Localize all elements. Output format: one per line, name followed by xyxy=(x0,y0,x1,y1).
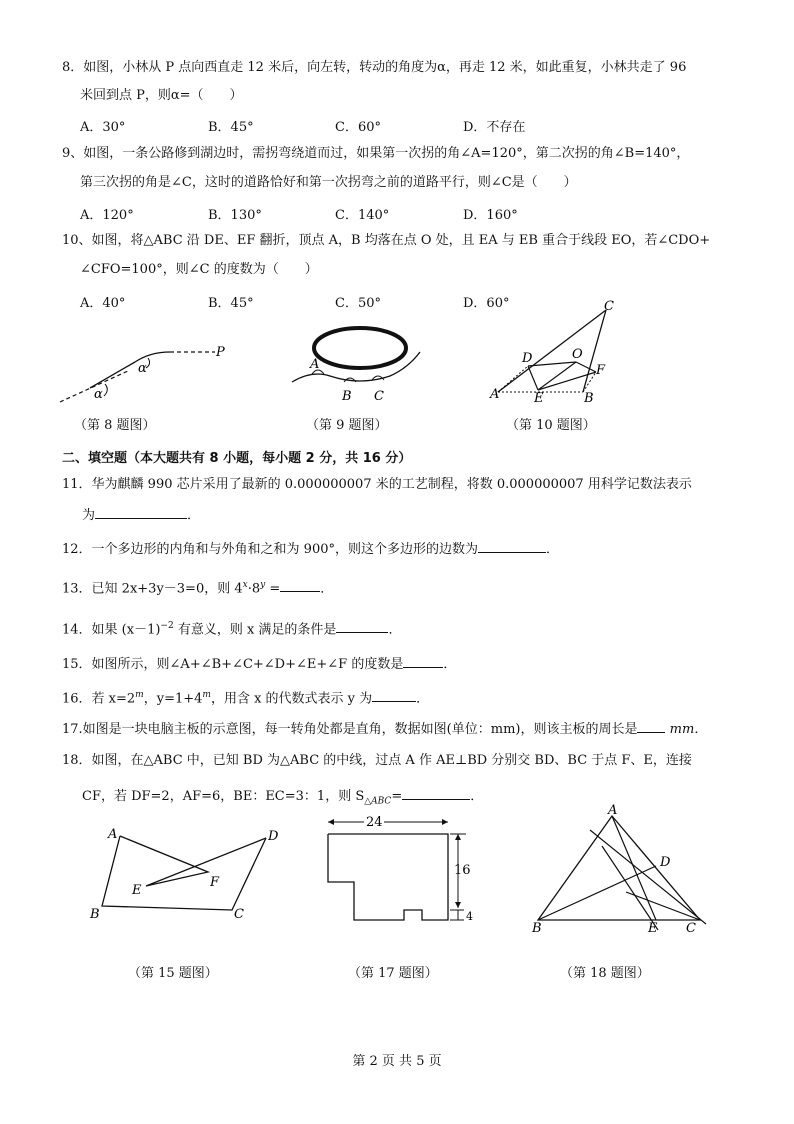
q8-option-c: C．60° xyxy=(335,120,381,135)
q8-line2: 米回到点 P，则α=（ ） xyxy=(80,88,243,103)
q10-option-b: B．45° xyxy=(208,296,254,311)
q9-option-b: B．130° xyxy=(208,208,262,223)
fig18-label-a: A xyxy=(608,803,618,818)
fig17-label-step: 4 xyxy=(466,910,473,923)
q12 xyxy=(62,540,559,558)
figure-9 xyxy=(290,318,430,408)
figure-17 xyxy=(320,812,480,932)
q17 xyxy=(62,720,707,738)
q12-suffix: ． xyxy=(546,542,560,557)
q13 xyxy=(62,577,333,597)
fig8-label-p: P xyxy=(216,345,225,360)
fig10-label-d: D xyxy=(522,351,533,366)
fig9-label-c: C xyxy=(374,389,384,404)
q13-eq: = xyxy=(265,581,281,597)
section-2-header: 二、填空题（本大题共有 8 小题，每小题 2 分，共 16 分） xyxy=(62,451,412,466)
figure-10 xyxy=(488,300,628,405)
q13-mid: ·8 xyxy=(247,581,261,597)
q11-prefix: 为 xyxy=(82,508,96,523)
fig15-label-c: C xyxy=(234,907,244,922)
fig15-label-f: F xyxy=(210,875,220,890)
q16-text: 16．若 x=2 xyxy=(62,691,136,707)
q17-answer-blank[interactable] xyxy=(637,720,665,733)
fig10-label-o: O xyxy=(572,347,583,362)
q15 xyxy=(62,655,456,673)
q14-mid: 有意义，则 x 满足的条件是 xyxy=(173,622,337,638)
fig9-label-a: A xyxy=(310,357,320,372)
fig9-label-b: B xyxy=(342,389,352,404)
q12-answer-blank[interactable] xyxy=(478,540,546,553)
q16-mid: ，y=1+4 xyxy=(143,691,203,707)
q16 xyxy=(62,687,429,707)
q16-exp2: m xyxy=(202,690,211,700)
figure-15 xyxy=(88,820,298,930)
q11-line1: 11．华为麒麟 990 芯片采用了最新的 0.000000007 米的工艺制程，将数 0.000000007 用科学记数法表示 xyxy=(62,477,692,492)
q10-line2: ∠CFO=100°，则∠C 的度数为（ ） xyxy=(80,262,318,277)
q10-line1: 10、如图，将△ABC 沿 DE、EF 翻折，顶点 A，B 均落在点 O 处，且 EA 与 EB 重合于线段 EO，若∠CDO+ xyxy=(62,233,711,248)
q11-answer-blank[interactable] xyxy=(95,506,187,519)
fig17-label-height: 16 xyxy=(454,863,471,878)
q15-answer-blank[interactable] xyxy=(403,655,443,668)
q8-option-a: A．30° xyxy=(80,120,126,135)
q14-exp: −2 xyxy=(160,621,174,631)
q18-answer-blank[interactable] xyxy=(402,787,470,800)
fig10-label-f: F xyxy=(596,363,606,378)
fig18-label-c: C xyxy=(686,921,696,936)
q18-line2 xyxy=(82,787,483,810)
fig8-caption: （第 8 题图） xyxy=(74,418,156,433)
q16-exp1: m xyxy=(135,690,144,700)
fig15-label-b: B xyxy=(90,907,100,922)
figure-18 xyxy=(528,803,718,938)
q18-text: CF，若 DF=2，AF=6，BE：EC=3：1，则 S xyxy=(82,789,365,804)
q13-exp2: y xyxy=(260,580,266,590)
fig17-caption: （第 17 题图） xyxy=(348,966,438,981)
fig18-label-b: B xyxy=(532,921,542,936)
q17-unit: mm． xyxy=(669,722,708,737)
q9-line1: 9、如图，一条公路修到湖边时，需拐弯绕道而过，如果第一次拐的角∠A=120°，第二次拐的角∠B=140°， xyxy=(62,146,690,161)
q15-text: 15．如图所示，则∠A+∠B+∠C+∠D+∠E+∠F 的度数是 xyxy=(62,657,404,672)
fig18-label-e: E xyxy=(648,921,658,936)
q14 xyxy=(62,618,401,638)
fig8-alpha-2: α xyxy=(138,361,147,376)
q9-line2: 第三次拐的角是∠C，这时的道路恰好和第一次拐弯之前的道路平行，则∠C是（ ） xyxy=(80,175,577,190)
q11-line2 xyxy=(82,506,200,524)
fig15-label-d: D xyxy=(268,829,279,844)
q15-suffix: ． xyxy=(443,657,457,672)
fig15-label-e: E xyxy=(132,883,142,898)
q11-suffix: ． xyxy=(187,508,201,523)
q13-text: 13．已知 2x+3y－3=0，则 4 xyxy=(62,581,243,597)
fig18-caption: （第 18 题图） xyxy=(560,966,650,981)
fig10-label-e: E xyxy=(534,391,544,406)
fig18-label-d: D xyxy=(660,855,671,870)
q9-option-a: A．120° xyxy=(80,208,134,223)
q14-suffix: ． xyxy=(388,622,402,638)
fig15-caption: （第 15 题图） xyxy=(128,966,218,981)
q13-answer-blank[interactable] xyxy=(280,579,320,592)
q18-eq: = xyxy=(391,789,403,804)
fig10-label-a: A xyxy=(490,387,500,402)
fig10-label-c: C xyxy=(604,299,614,314)
q16-answer-blank[interactable] xyxy=(372,689,416,702)
q10-option-c: C．50° xyxy=(335,296,381,311)
q18-suffix: ． xyxy=(470,789,484,804)
q16-tail: ，用含 x 的代数式表示 y 为 xyxy=(210,691,373,707)
q16-suffix: ． xyxy=(416,691,430,707)
q14-answer-blank[interactable] xyxy=(336,620,388,633)
fig17-label-width: 24 xyxy=(366,815,383,830)
q18-sub: △ABC xyxy=(364,796,392,807)
q18-line1: 18．如图，在△ABC 中，已知 BD 为△ABC 的中线，过点 A 作 AE⊥BD 分别交 BD、BC 于点 F、E，连接 xyxy=(62,753,692,768)
q8-line1: 8．如图，小林从 P 点向西直走 12 米后，向左转，转动的角度为α，再走 12 米，如此重复，小林共走了 96 xyxy=(62,60,687,75)
q10-option-a: A．40° xyxy=(80,296,126,311)
q8-option-b: B．45° xyxy=(208,120,254,135)
fig8-alpha-1: α xyxy=(94,387,103,402)
q9-option-c: C．140° xyxy=(335,208,390,223)
q14-text: 14．如果 (x－1) xyxy=(62,622,161,638)
q12-text: 12．一个多边形的内角和与外角和之和为 900°，则这个多边形的边数为 xyxy=(62,542,478,557)
q8-option-d: D．不存在 xyxy=(463,120,526,135)
fig15-label-a: A xyxy=(108,827,118,842)
fig10-caption: （第 10 题图） xyxy=(506,418,596,433)
q17-text: 17.如图是一块电脑主板的示意图，每一转角处都是直角，数据如图(单位：mm)，则该主板的周长是 xyxy=(62,722,638,737)
fig10-label-b: B xyxy=(584,391,594,406)
figure-8 xyxy=(60,340,240,410)
fig9-caption: （第 9 题图） xyxy=(306,418,388,433)
q13-suffix: ． xyxy=(320,581,334,597)
q13-exp1: x xyxy=(242,580,248,590)
page-footer: 第 2 页 共 5 页 xyxy=(352,1054,442,1069)
q9-option-d: D．160° xyxy=(463,208,518,223)
q10-option-d: D．60° xyxy=(463,296,510,311)
